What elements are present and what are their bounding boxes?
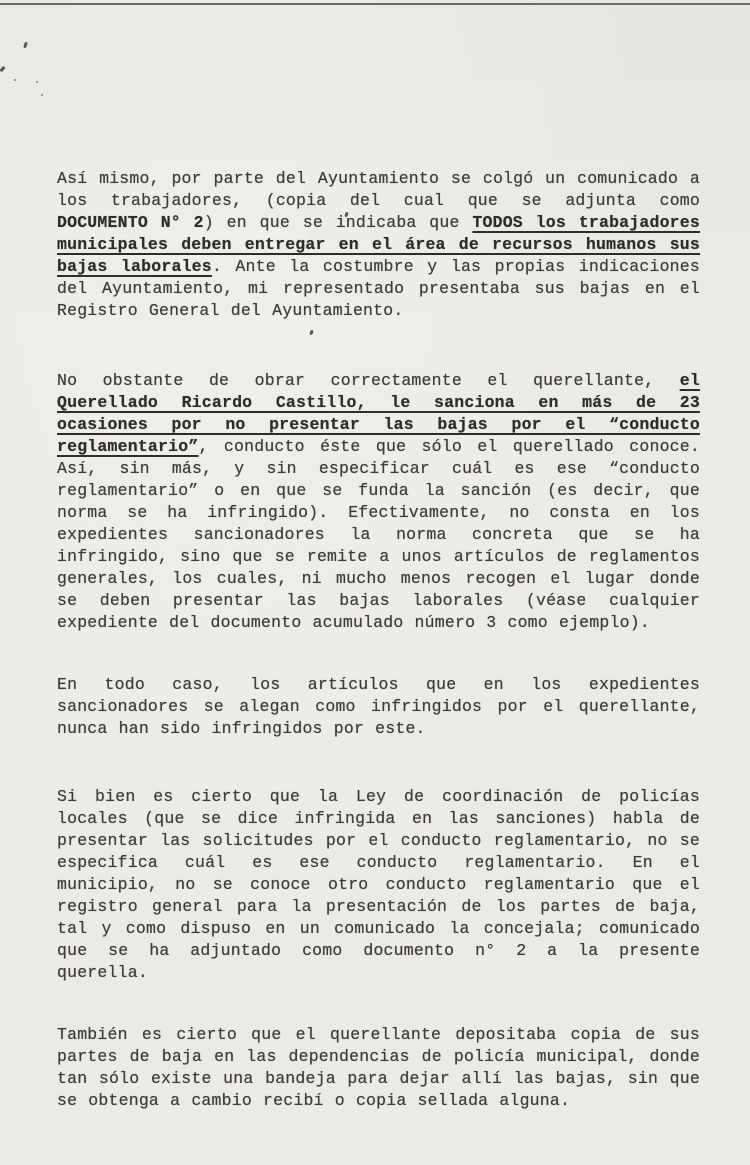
paragraph <box>57 674 700 740</box>
scan-speck <box>14 79 16 81</box>
paragraph <box>57 786 700 984</box>
text-segment: Si bien es cierto que la Ley de coordinación de policías locales (que se dice infringida en las sanciones) habla de presentar las solicitudes por el conducto reglamentario, no se especifica cuál es ese conducto reglamentario. En el municipio, no se conoce otro conducto reglamentario que el registro general para la presentación de los partes de baja, tal y como dispuso en un comunicado la concejala; comunicado que se ha adjuntado como documento n° 2 a la presente querella. <box>57 787 700 982</box>
paragraph <box>57 370 700 634</box>
scan-speck <box>0 66 6 73</box>
text-segment: . Ante la costumbre y las propias indicaciones del Ayuntamiento, mi representado presentaba sus bajas en el Registro General del Ayuntamiento. <box>57 257 700 320</box>
text-segment: TODOS los trabajadores municipales deben entregar en el área de recursos humanos sus bajas laborales <box>57 213 700 276</box>
text-segment: el Querellado Ricardo Castillo, le sanciona en más de 23 ocasiones por no presentar las bajas por el “conducto reglamentario” <box>57 371 700 456</box>
scan-speck <box>36 81 38 83</box>
paragraph <box>57 1024 700 1112</box>
text-segment: DOCUMENTO N° 2 <box>57 213 204 232</box>
text-segment: Así mismo, por parte del Ayuntamiento se colgó un comunicado a los trabajadores, (copia del cual que se adjunta como <box>57 169 700 210</box>
scan-speck <box>23 42 28 49</box>
text-segment: , conducto éste que sólo el querellado conoce. Así, sin más, y sin especificar cuál es ese “conducto reglamentario” o en que se funda la sanción (es decir, que norma se ha infringido). Efectivamente, no consta en los expedientes sancionadores la norma concreta que se ha infringido, sino que se remite a unos artículos de reglamentos generales, los cuales, ni mucho menos recogen el lugar donde se deben presentar las bajas laborales (véase cualquier expediente del documento acumulado número 3 como ejemplo). <box>57 437 700 632</box>
text-segment: No obstante de obrar correctamente el querellante, <box>57 371 680 390</box>
scan-speck <box>41 94 43 96</box>
text-segment: En todo caso, los artículos que en los expedientes sancionadores se alegan como infringidos por el querellante, nunca han sido infringidos por este. <box>57 675 700 738</box>
text-segment: También es cierto que el querellante depositaba copia de sus partes de baja en las dependencias de policía municipal, donde tan sólo existe una bandeja para dejar allí las bajas, sin que se obtenga a cambio recibí o copia sellada alguna. <box>57 1025 700 1110</box>
paragraph <box>57 168 700 322</box>
text-segment: ) en que se indicaba que <box>203 213 473 232</box>
document-body <box>57 168 700 1112</box>
scan-edge-line <box>0 3 750 5</box>
